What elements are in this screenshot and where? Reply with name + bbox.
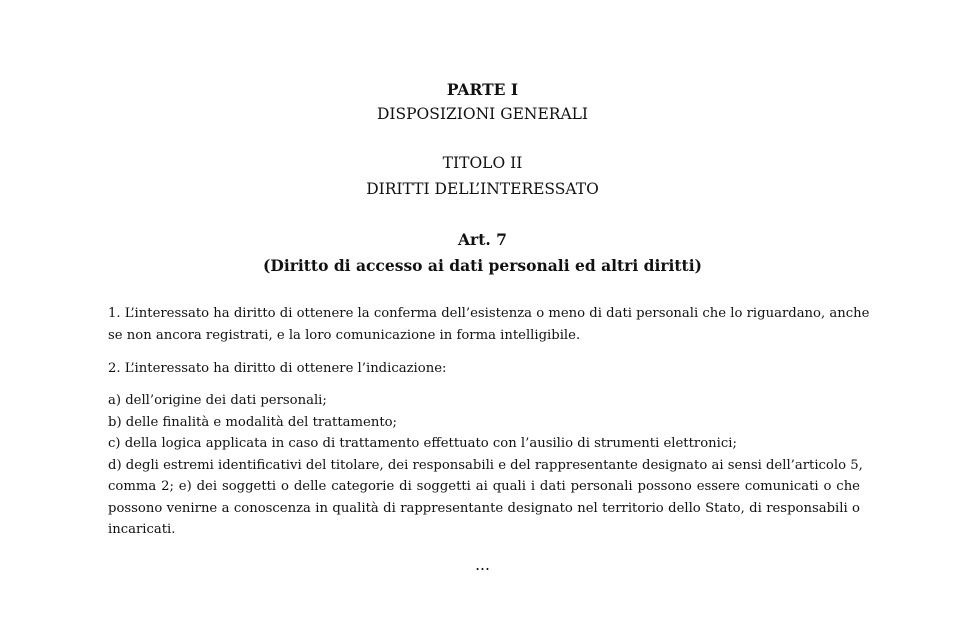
list-item-b: b) delle finalità e modalità del trattamento; [108,414,397,430]
article-number: Art. 7 [458,230,507,249]
list-item-d-line-1: d) degli estremi identificativi del titolare, dei responsabili e del rappresentante designato ai sensi dell’articolo 5, [108,457,863,473]
list-item-d-line-2: comma 2; e) dei soggetti o delle categorie di soggetti ai quali i dati personali possono essere comunicati o che [108,479,860,494]
paragraph-2 [108,358,860,380]
paragraph-1-line-1: 1. L’interessato ha diritto di ottenere la conferma dell’esistenza o meno di dati personali che lo riguardano, anche [108,306,870,321]
paragraph-1 [108,303,870,346]
title-subtitle: DIRITTI DELL’INTERESSATO [366,180,599,198]
part-subtitle: DISPOSIZIONI GENERALI [376,105,589,123]
list-item-c: c) della logica applicata in caso di trattamento effettuato con l’ausilio di strumenti elettronici; [108,436,737,451]
paragraph-2-text: 2. L’interessato ha diritto di ottenere l’indicazione: [108,361,447,376]
ellipsis: ... [475,556,490,574]
part-title: PARTE I [446,80,519,99]
list [108,390,863,541]
article-heading: (Diritto di accesso ai dati personali ed altri diritti) [263,256,702,275]
paragraph-1-line-2: se non ancora registrati, e la loro comunicazione in forma intelligibile. [108,327,581,343]
list-item-a: a) dell’origine dei dati personali; [108,393,327,408]
list-item-d-line-4: incaricati. [108,522,176,537]
list-item-d-line-3: possono venirne a conoscenza in qualità di rappresentante designato nel territorio dello Stato, di responsabili o [108,500,860,516]
title-heading: TITOLO II [442,154,523,172]
